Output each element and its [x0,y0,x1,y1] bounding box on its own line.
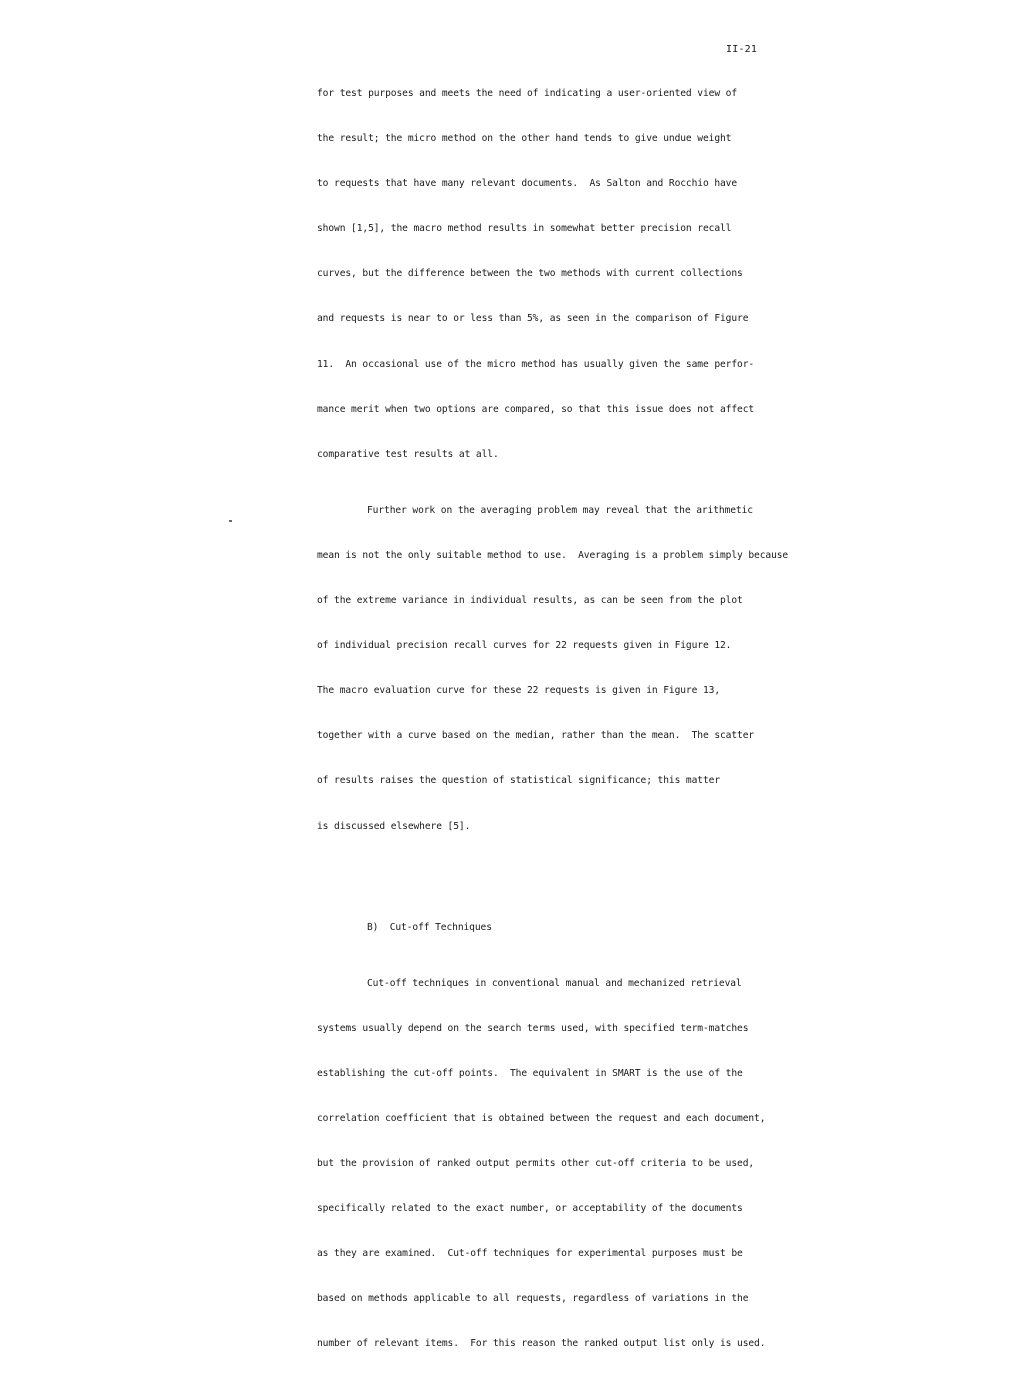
text-line: 11. An occasional use of the micro method has usually given the same perfor- [317,358,755,370]
text-line: number of relevant items. For this reason the ranked output list only is used. [317,1338,766,1350]
text-line: of results raises the question of statistical significance; this matter [317,775,720,787]
text-line: for test purposes and meets the need of indicating a user-oriented view of [317,88,738,99]
text-line: and requests is near to or less than 5%, as seen in the comparison of Figure [317,313,749,325]
text-line: The macro evaluation curve for these 22 requests is given in Figure 13, [317,685,720,697]
page-number: II-21 [726,44,758,55]
text-line: but the provision of ranked output permits other cut-off criteria to be used, [317,1158,755,1170]
text-line: is discussed elsewhere [5]. [317,820,471,832]
text-line: as they are examined. Cut-off techniques for experimental purposes must be [317,1248,743,1260]
text-line: together with a curve based on the median, rather than the mean. The scatter [317,730,755,742]
body-text [317,65,789,1383]
text-line: curves, but the difference between the two methods with current collections [317,268,743,280]
text-line: of individual precision recall curves for 22 requests given in Figure 12. [317,640,732,652]
text-line: establishing the cut-off points. The equivalent in SMART is the use of the [317,1067,743,1079]
text-line: based on methods applicable to all requests, regardless of variations in the [317,1293,749,1305]
text-line: correlation coefficient that is obtained between the request and each document, [317,1112,766,1124]
text-line: Further work on the averaging problem may reveal that the arithmetic [367,504,753,516]
text-line: mean is not the only suitable method to use. Averaging is a problem simply because [317,549,789,561]
text-line: specifically related to the exact number, or acceptability of the documents [317,1203,743,1215]
text-line: systems usually depend on the search terms used, with specified term-matches [317,1022,749,1034]
section-heading: B) Cut-off Techniques [367,921,492,933]
scan-speck [229,520,232,522]
paragraph-gap [317,876,777,888]
text-line: mance merit when two options are compared, so that this issue does not affect [317,403,755,415]
text-line: of the extreme variance in individual results, as can be seen from the plot [317,595,743,607]
text-line: shown [1,5], the macro method results in somewhat better precision recall [317,223,732,235]
text-line: the result; the micro method on the other hand tends to give undue weight [317,133,732,145]
text-line: comparative test results at all. [317,448,499,460]
text-line: Cut-off techniques in conventional manual and mechanized retrieval [367,977,742,989]
text-line: to requests that have many relevant documents. As Salton and Rocchio have [317,178,738,190]
